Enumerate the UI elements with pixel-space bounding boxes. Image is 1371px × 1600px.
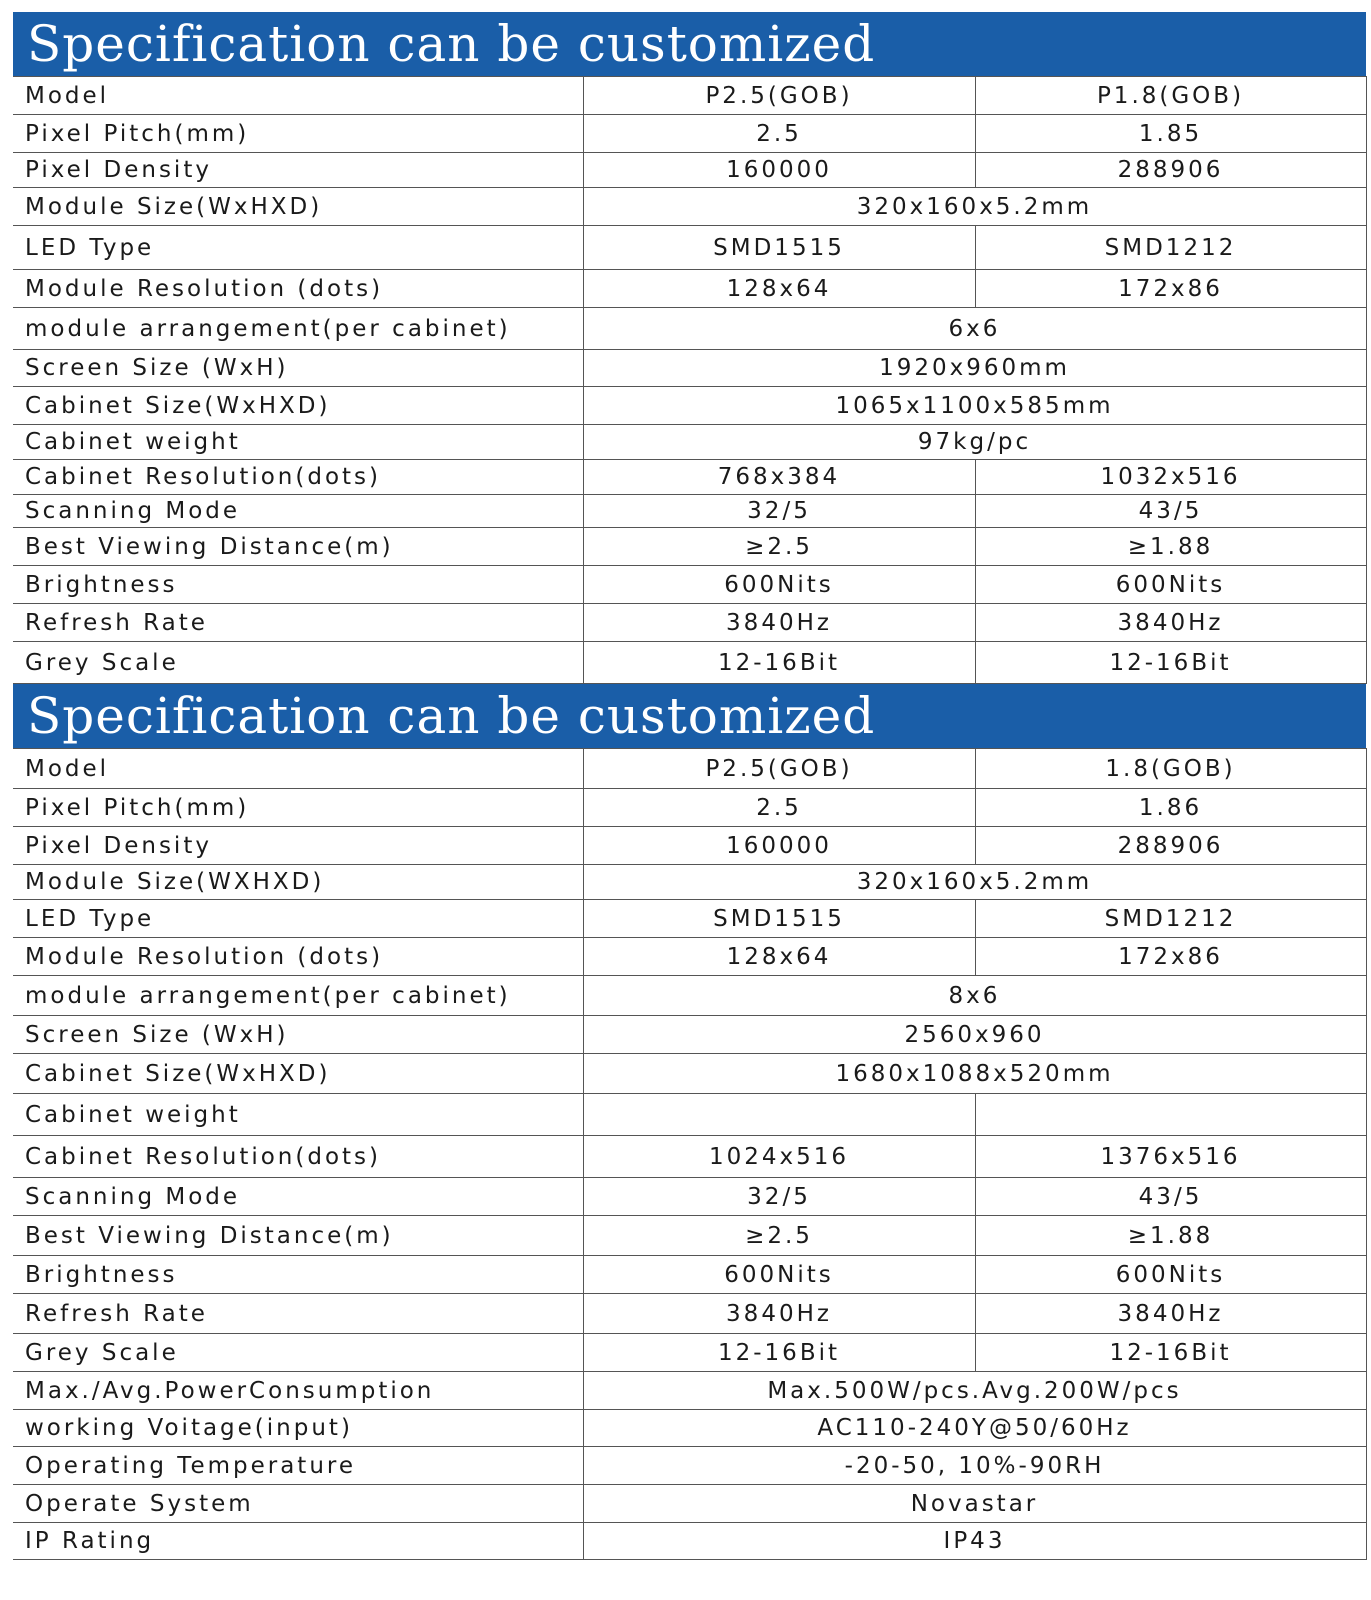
spec-value: 32/5: [583, 1178, 975, 1216]
spec-label: Pixel Pitch(mm): [13, 789, 583, 827]
spec-value: 12-16Bit: [583, 1334, 975, 1372]
spec-label: Screen Size (WxH): [13, 350, 583, 387]
spec-row-ip-rating: [13, 1523, 1366, 1560]
spec-value: 97kg/pc: [583, 425, 1366, 460]
spec-label: Module Size(WXHXD): [13, 865, 583, 900]
spec-label: module arrangement(per cabinet): [13, 976, 583, 1016]
spec-value: 1.85: [975, 115, 1366, 153]
spec-value: 12-16Bit: [583, 642, 975, 684]
section-title: Specification can be customized: [27, 687, 876, 745]
spec-row-max-avg-powerconsumption: [13, 1372, 1366, 1410]
spec-value: 320x160x5.2mm: [583, 865, 1366, 900]
spec-label: Cabinet Resolution(dots): [13, 460, 583, 495]
spec-row-led-type: [13, 226, 1366, 270]
spec-value: 172x86: [975, 270, 1366, 308]
spec-value: 600Nits: [583, 566, 975, 604]
spec-label: Model: [13, 77, 583, 115]
spec-row-cabinet-resolution-dots: [13, 1136, 1366, 1178]
spec-label: Best Viewing Distance(m): [13, 1216, 583, 1256]
section-header: [13, 12, 1366, 76]
spec-label: Cabinet Size(WxHXD): [13, 1054, 583, 1094]
spec-label: Scanning Mode: [13, 495, 583, 528]
spec-table: [13, 76, 1367, 684]
spec-row-brightness: [13, 1256, 1366, 1294]
spec-section: [13, 684, 1366, 1560]
spec-value: Max.500W/pcs.Avg.200W/pcs: [583, 1372, 1366, 1410]
spec-value: 160000: [583, 153, 975, 188]
spec-value: 6x6: [583, 308, 1366, 350]
spec-row-grey-scale: [13, 1334, 1366, 1372]
spec-row-pixel-density: [13, 153, 1366, 188]
spec-row-pixel-density: [13, 827, 1366, 865]
spec-label: Grey Scale: [13, 1334, 583, 1372]
spec-value: 1.86: [975, 789, 1366, 827]
spec-row-operate-system: [13, 1485, 1366, 1523]
spec-label: Brightness: [13, 1256, 583, 1294]
spec-value: 3840Hz: [583, 604, 975, 642]
spec-row-best-viewing-distance-m: [13, 1216, 1366, 1256]
spec-label: Model: [13, 749, 583, 789]
spec-label: Cabinet weight: [13, 1094, 583, 1136]
spec-value: 32/5: [583, 495, 975, 528]
spec-row-scanning-mode: [13, 495, 1366, 528]
spec-label: Scanning Mode: [13, 1178, 583, 1216]
spec-row-brightness: [13, 566, 1366, 604]
spec-value: ≥1.88: [975, 528, 1366, 566]
spec-value: 1376x516: [975, 1136, 1366, 1178]
spec-row-refresh-rate: [13, 604, 1366, 642]
spec-row-best-viewing-distance-m: [13, 528, 1366, 566]
spec-row-module-size-wxhxd: [13, 865, 1366, 900]
spec-value: [583, 1094, 975, 1136]
spec-value: 320x160x5.2mm: [583, 188, 1366, 226]
spec-value: P2.5(GOB): [583, 749, 975, 789]
spec-value: SMD1515: [583, 900, 975, 938]
spec-label: Cabinet weight: [13, 425, 583, 460]
spec-row-pixel-pitch-mm: [13, 789, 1366, 827]
spec-value: -20-50, 10%-90RH: [583, 1447, 1366, 1485]
spec-label: Pixel Density: [13, 827, 583, 865]
section-header: [13, 684, 1366, 748]
spec-value: 3840Hz: [583, 1294, 975, 1334]
spec-label: LED Type: [13, 900, 583, 938]
spec-value: IP43: [583, 1523, 1366, 1560]
spec-label: working Voitage(input): [13, 1410, 583, 1447]
spec-label: Refresh Rate: [13, 604, 583, 642]
spec-value: 12-16Bit: [975, 1334, 1366, 1372]
spec-value: 43/5: [975, 495, 1366, 528]
spec-value: 1065x1100x585mm: [583, 387, 1366, 425]
spec-value: 1.8(GOB): [975, 749, 1366, 789]
spec-value: 1920x960mm: [583, 350, 1366, 387]
spec-value: 288906: [975, 153, 1366, 188]
spec-label: module arrangement(per cabinet): [13, 308, 583, 350]
spec-label: Operate System: [13, 1485, 583, 1523]
spec-label: Module Resolution (dots): [13, 938, 583, 976]
spec-label: Cabinet Size(WxHXD): [13, 387, 583, 425]
spec-row-led-type: [13, 900, 1366, 938]
spec-value: 3840Hz: [975, 604, 1366, 642]
spec-label: Max./Avg.PowerConsumption: [13, 1372, 583, 1410]
spec-value: 2.5: [583, 789, 975, 827]
spec-section: [13, 12, 1366, 684]
spec-value: 128x64: [583, 938, 975, 976]
spec-value: ≥1.88: [975, 1216, 1366, 1256]
spec-label: Module Resolution (dots): [13, 270, 583, 308]
spec-table: [13, 748, 1367, 1560]
spec-row-module-arrangement-per-cabinet: [13, 308, 1366, 350]
spec-value: SMD1515: [583, 226, 975, 270]
spec-row-scanning-mode: [13, 1178, 1366, 1216]
spec-row-module-resolution-dots: [13, 938, 1366, 976]
spec-row-cabinet-resolution-dots: [13, 460, 1366, 495]
spec-label: Screen Size (WxH): [13, 1016, 583, 1054]
spec-label: Refresh Rate: [13, 1294, 583, 1334]
spec-row-model: [13, 749, 1366, 789]
spec-value: 172x86: [975, 938, 1366, 976]
spec-value: 160000: [583, 827, 975, 865]
spec-value: 2.5: [583, 115, 975, 153]
spec-value: 768x384: [583, 460, 975, 495]
spec-row-cabinet-weight: [13, 1094, 1366, 1136]
spec-label: LED Type: [13, 226, 583, 270]
spec-value: 43/5: [975, 1178, 1366, 1216]
spec-value: 12-16Bit: [975, 642, 1366, 684]
spec-row-module-arrangement-per-cabinet: [13, 976, 1366, 1016]
spec-value: Novastar: [583, 1485, 1366, 1523]
spec-value: 1032x516: [975, 460, 1366, 495]
spec-row-cabinet-size-wxhxd: [13, 1054, 1366, 1094]
spec-label: Pixel Density: [13, 153, 583, 188]
spec-row-grey-scale: [13, 642, 1366, 684]
spec-value: SMD1212: [975, 900, 1366, 938]
spec-value: P2.5(GOB): [583, 77, 975, 115]
spec-row-pixel-pitch-mm: [13, 115, 1366, 153]
spec-value: 600Nits: [583, 1256, 975, 1294]
spec-value: 8x6: [583, 976, 1366, 1016]
spec-value: 1680x1088x520mm: [583, 1054, 1366, 1094]
spec-row-model: [13, 77, 1366, 115]
spec-row-module-size-wxhxd: [13, 188, 1366, 226]
spec-label: Module Size(WxHXD): [13, 188, 583, 226]
spec-row-screen-size-wxh: [13, 1016, 1366, 1054]
spec-value: 600Nits: [975, 566, 1366, 604]
spec-value: 1024x516: [583, 1136, 975, 1178]
spec-value: AC110-240Y@50/60Hz: [583, 1410, 1366, 1447]
spec-row-working-voitage-input: [13, 1410, 1366, 1447]
spec-value: ≥2.5: [583, 1216, 975, 1256]
spec-value: 288906: [975, 827, 1366, 865]
section-title: Specification can be customized: [27, 15, 876, 73]
spec-row-screen-size-wxh: [13, 350, 1366, 387]
spec-value: SMD1212: [975, 226, 1366, 270]
spec-label: Best Viewing Distance(m): [13, 528, 583, 566]
spec-label: Operating Temperature: [13, 1447, 583, 1485]
spec-label: IP Rating: [13, 1523, 583, 1560]
spec-row-operating-temperature: [13, 1447, 1366, 1485]
spec-label: Cabinet Resolution(dots): [13, 1136, 583, 1178]
spec-row-refresh-rate: [13, 1294, 1366, 1334]
spec-row-module-resolution-dots: [13, 270, 1366, 308]
spec-label: Brightness: [13, 566, 583, 604]
spec-value: 128x64: [583, 270, 975, 308]
spec-label: Pixel Pitch(mm): [13, 115, 583, 153]
spec-value: 3840Hz: [975, 1294, 1366, 1334]
spec-row-cabinet-weight: [13, 425, 1366, 460]
spec-value: [975, 1094, 1366, 1136]
spec-sheet: [13, 12, 1366, 1560]
spec-value: 2560x960: [583, 1016, 1366, 1054]
spec-value: P1.8(GOB): [975, 77, 1366, 115]
spec-label: Grey Scale: [13, 642, 583, 684]
spec-value: ≥2.5: [583, 528, 975, 566]
spec-value: 600Nits: [975, 1256, 1366, 1294]
spec-row-cabinet-size-wxhxd: [13, 387, 1366, 425]
